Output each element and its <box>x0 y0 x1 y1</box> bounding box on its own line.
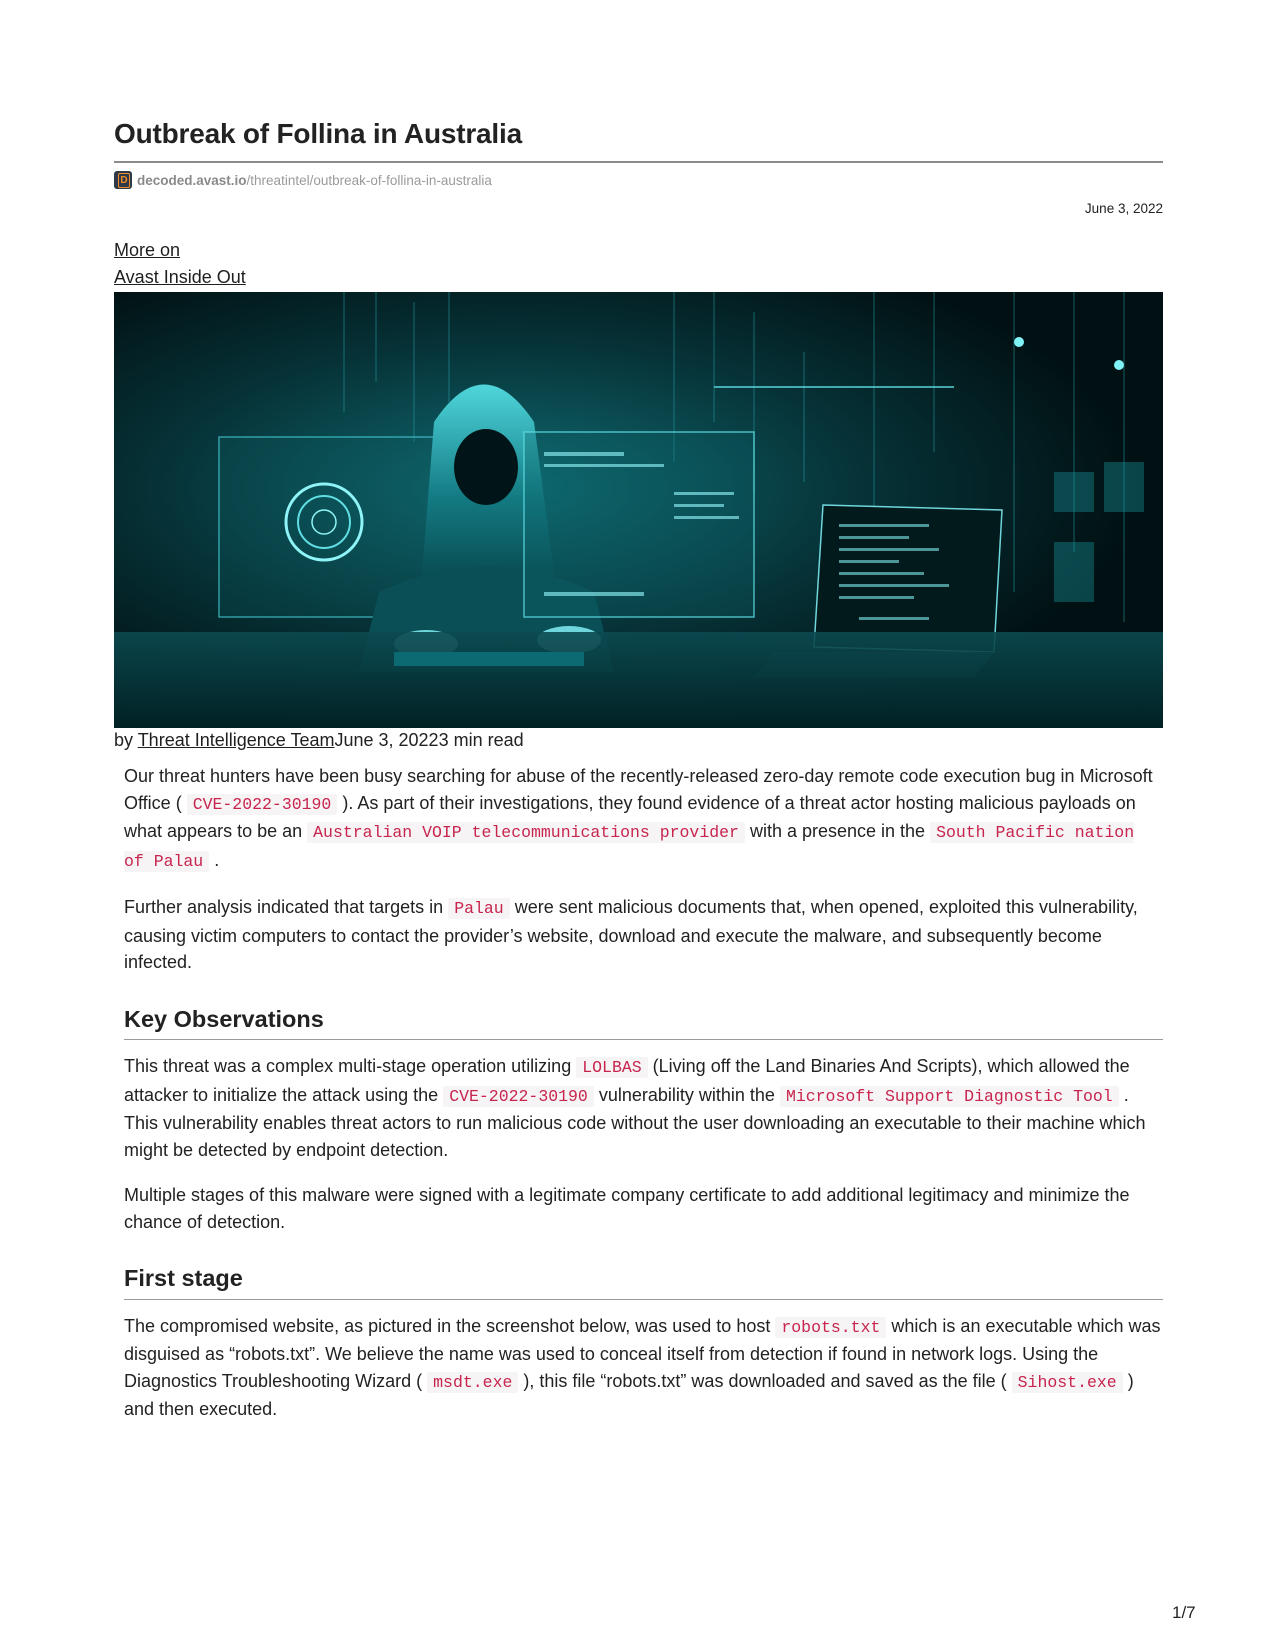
text: Our threat hunters have been busy searching for abuse of the recently-released zero-day remote code execution bug in Microsoft Office ( <box>124 766 1153 813</box>
palau-target-code: Palau <box>448 898 510 919</box>
paragraph <box>124 1053 1163 1163</box>
msdt-tool-code: Microsoft Support Diagnostic Tool <box>780 1086 1119 1107</box>
paragraph <box>124 763 1163 875</box>
text: The compromised website, as pictured in the screenshot below, was used to host <box>124 1315 771 1336</box>
paragraph <box>124 1313 1163 1423</box>
text: (Living off the Land Binaries And Scripts), which allowed the attacker to initialize the attack using the <box>124 1056 1130 1105</box>
avast-inside-out-link[interactable]: Avast Inside Out <box>114 267 246 287</box>
page-title: Outbreak of Follina in Australia <box>114 118 522 149</box>
lolbas-code: LOLBAS <box>576 1057 647 1078</box>
source-url[interactable] <box>114 171 492 189</box>
provider-code: Australian VOIP telecommunications provider <box>307 822 745 843</box>
text: ) and then executed. <box>124 1370 1134 1419</box>
publish-date: June 3, 2022 <box>1084 201 1163 216</box>
hero-image <box>114 292 1163 728</box>
text: . <box>214 849 220 870</box>
cve-code: CVE-2022-30190 <box>443 1086 594 1107</box>
sihost-code: Sihost.exe <box>1012 1372 1123 1393</box>
paragraph <box>124 894 1163 976</box>
read-time: 3 min read <box>438 730 524 750</box>
byline-date: June 3, 2022 <box>334 730 439 750</box>
msdt-exe-code: msdt.exe <box>427 1372 518 1393</box>
text: This threat was a complex multi-stage operation utilizing <box>124 1056 572 1076</box>
cve-code: CVE-2022-30190 <box>187 794 338 815</box>
palau-code: South Pacific nation of Palau <box>124 823 1135 871</box>
text: vulnerability within the <box>598 1084 775 1105</box>
paragraph: Multiple stages of this malware were signed with a legitimate company certificate to add additional legitimacy and minimize the chance of detection. <box>124 1185 1130 1232</box>
byline <box>114 730 524 751</box>
text: . This vulnerability enables threat actors to run malicious code without the user downloading an executable to their machine which might be detected by endpoint detection. <box>124 1084 1146 1160</box>
source-domain: decoded.avast.io <box>137 172 247 188</box>
source-path: /threatintel/outbreak-of-follina-in-australia <box>246 172 492 188</box>
text: Further analysis indicated that targets in <box>124 897 444 917</box>
article-body <box>124 763 1163 1442</box>
avast-decoded-favicon-icon <box>114 171 132 189</box>
text: ), this file “robots.txt” was downloaded and saved as the file ( <box>523 1370 1007 1391</box>
page-number: 1/7 <box>1172 1603 1196 1622</box>
author-link[interactable]: Threat Intelligence Team <box>137 730 335 750</box>
more-on-link[interactable]: More on <box>114 240 181 260</box>
hooded-hacker-illustration <box>114 292 1163 728</box>
title-divider <box>114 161 1163 163</box>
section-heading-key-observations: Key Observations <box>124 1006 1163 1041</box>
text: with a presence in the <box>749 821 926 841</box>
section-heading-first-stage: First stage <box>124 1265 1163 1300</box>
text: ). As part of their investigations, they found evidence of a threat actor hosting malicious payloads on what appears to be an <box>124 792 1136 841</box>
robots-code: robots.txt <box>775 1317 886 1338</box>
text: were sent malicious documents that, when opened, exploited this vulnerability, causing victim computers to contact the provider’s website, download and execute the malware, and subsequently become infected. <box>124 897 1138 972</box>
text: which is an executable which was disguised as “robots.txt”. We believe the name was used to conceal itself from detection if found in network logs. Using the Diagnostics Troubleshooting Wizard ( <box>124 1315 1161 1391</box>
byline-prefix: by <box>114 730 138 750</box>
